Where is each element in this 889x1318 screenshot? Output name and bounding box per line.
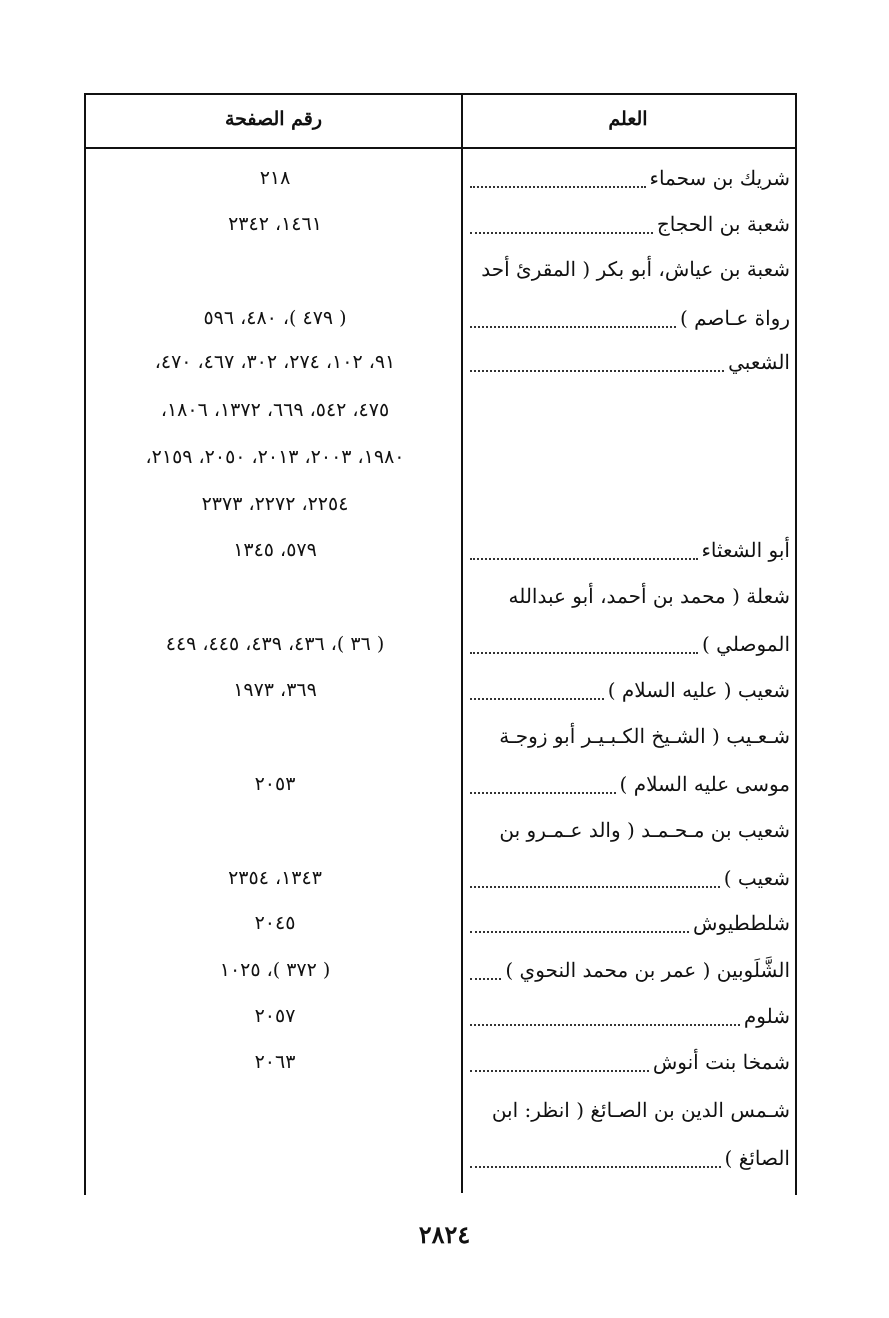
row-name: شعلة ( محمد بن أحمد، أبو عبدالله [508,584,790,608]
row-pages: ( ٣٦ )، ٤٣٦، ٤٣٩، ٤٤٥، ٤٤٩ [165,633,385,655]
row-name: شريك بن سحماء [470,158,790,198]
row-name: أبو الشعثاء [470,530,790,570]
row-pages: ٢٢٥٤، ٢٢٧٢، ٢٣٧٣ [201,493,349,515]
row-pages: ٩١، ١٠٢، ٢٧٤، ٣٠٢، ٤٦٧، ٤٧٠، [154,351,396,373]
row-pages: ٣٦٩، ١٩٧٣ [233,679,317,701]
row-pages: ٢١٨ [259,167,291,189]
row-name: موسى عليه السلام ) [470,764,790,804]
row-pages: ١٣٤٣، ٢٣٥٤ [228,867,322,889]
row-name: شلططيوش [470,903,790,943]
row-pages: ٥٧٩، ١٣٤٥ [233,539,317,561]
row-name: شعبة بن الحجاج [470,204,790,244]
row-pages: ٢٠٥٧ [254,1005,296,1027]
row-name: الصائغ ) [470,1138,790,1178]
row-pages: ٢٠٤٥ [254,912,296,934]
row-name: شعبة بن عياش، أبو بكر ( المقرئ أحد [481,257,790,281]
row-pages: ٤٧٥، ٥٤٢، ٦٦٩، ١٣٧٢، ١٨٠٦، [160,399,390,421]
row-name: الموصلي ) [470,624,790,664]
row-pages: ٢٠٥٣ [254,773,296,795]
page-number: ٢٨٢٤ [418,1220,471,1249]
row-name: شعيب ) [470,858,790,898]
row-name: شمخا بنت أنوش [470,1042,790,1082]
row-pages: ١٩٨٠، ٢٠٠٣، ٢٠١٣، ٢٠٥٠، ٢١٥٩، [145,446,405,468]
row-name: رواة عـاصم ) [470,298,790,338]
header-name-column: العلم [608,108,648,130]
row-pages: ( ٣٧٢ )، ١٠٢٥ [219,959,331,981]
column-divider [461,93,463,1193]
row-name: الشَّلَوبين ( عمر بن محمد النحوي ) [470,950,790,990]
row-name: شعيب بن مـحـمـد ( والد عـمـرو بن [499,818,790,842]
row-pages: ٢٠٦٣ [254,1051,296,1073]
row-name: الشعبي [470,342,790,382]
row-name: شلوم [470,996,790,1036]
row-pages: ( ٤٧٩ )، ٤٨٠، ٥٩٦ [203,307,347,329]
header-rule [84,147,795,149]
header-page-column: رقم الصفحة [224,108,323,130]
row-name: شعيب ( عليه السلام ) [470,670,790,710]
row-name: شـمس الدين بن الصـائغ ( انظر: ابن [491,1098,790,1122]
row-pages: ١٤٦١، ٢٣٤٢ [228,213,322,235]
row-name: شـعـيب ( الشـيخ الكـبـيـر أبو زوجـة [499,724,790,748]
